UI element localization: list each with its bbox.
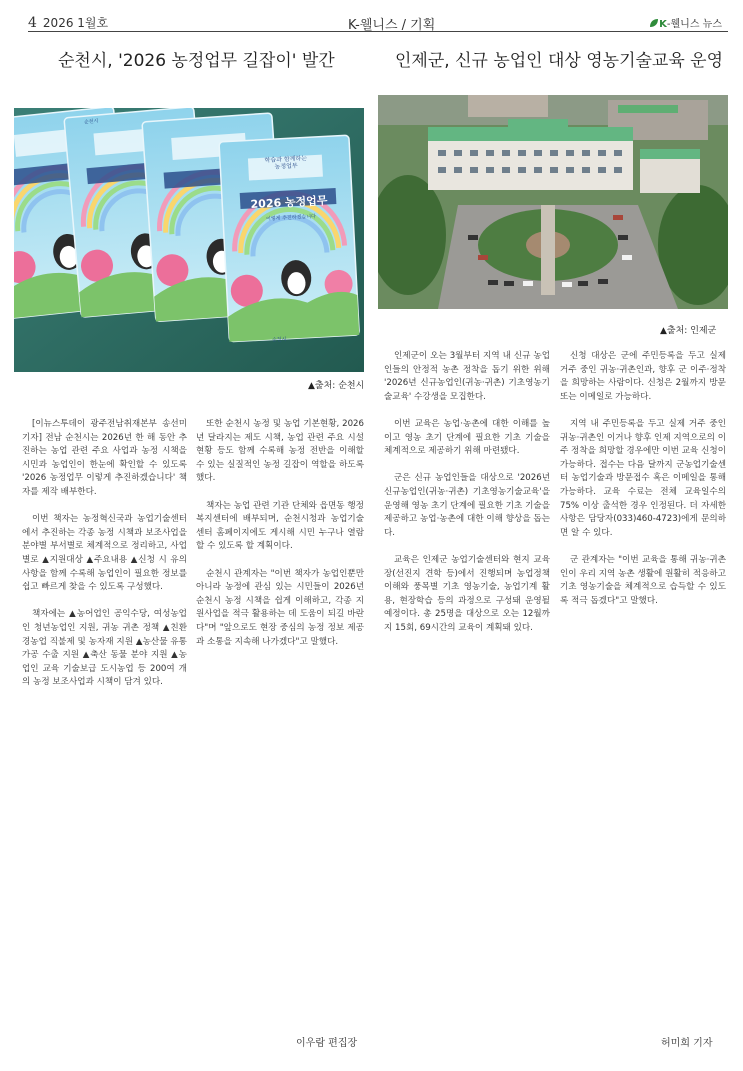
- brand-k: K: [659, 19, 667, 30]
- paragraph: 또한 순천시 농정 및 농업 기본현황, 2026년 달라지는 제도 시책, 농업 관련 주요 시설 현황 등도 함께 수록해 농정 전반을 이해할 수 있는 실질적인 농정 길잡이 역할을 하도록 했다.: [196, 419, 364, 484]
- byline-suncheon: 이우람 편집장: [296, 1038, 358, 1049]
- paragraph: 인제군이 오는 3월부터 지역 내 신규 농업인들의 안정적 농촌 정착을 돕기 위한 위해 '2026년 신규농업인(귀농·귀촌) 기초영농기술교육' 수강생을 모집한다.: [384, 351, 550, 402]
- booklet-cover-title: 2026 농정업무: [250, 193, 328, 212]
- byline-inje: 허미희 기자: [661, 1038, 713, 1049]
- paragraph: 군 관계자는 "이번 교육을 통해 귀농·귀촌인이 우리 지역 농촌 생활에 원활히 적응하고 기초 영농기술을 체계적으로 습득할 수 있도록 적극 돕겠다"고 말했다.: [560, 554, 726, 606]
- paragraph: 순천시 관계자는 "이번 책자가 농업인뿐만 아니라 농정에 관심 있는 시민들이 2026년 순천시 농정 시책을 쉽게 이해하고, 각종 지원사업을 적극 활용하는 데 도움이 되길 바란다"며 "앞으로도 현장 중심의 농정 정보 제공과 소통을 지속해 나가겠다"고 말했다.: [196, 568, 364, 647]
- photo-credit-suncheon: ▲출처: 순천시: [308, 381, 365, 391]
- paragraph: 지역 내 주민등록을 두고 실제 거주 중인 귀농·귀촌인 이거나 향후 인제 지역으로의 이주 정착을 희망할 경우에만 이번 교육 신청이 가능하다. 접수는 다음 달까지 군농업기술센터 농업기술과 방문접수 혹은 이메일을 통해 가능하다. 교육 수료는 전체 교육일수의 75% 이상 출석한 경우 인정된다. 더 자세한 사항은 담당자(033)460-4723)에게 문의하면 알 수 있다.: [560, 418, 726, 538]
- article-inje-col2: [560, 350, 726, 622]
- paragraph: 군은 신규 농업인들을 대상으로 '2026년 신규농업인(귀농·귀촌) 기초영농기술교육'을 운영해 영농 초기 단계에 필요한 기초 기술을 제공하고 농업·농촌에 대한 이해 향상을 돕는다.: [384, 473, 550, 538]
- issue-info: [28, 14, 108, 31]
- photo-credit-inje: ▲출처: 인제군: [660, 326, 717, 336]
- page-number: 4: [28, 15, 37, 31]
- article-inje-col1: [384, 350, 550, 649]
- masthead-logo: [649, 15, 722, 30]
- booklet-publisher-logo: 순천시: [83, 118, 99, 126]
- booklet-subtitle-line2: 농정업무: [274, 162, 298, 171]
- photo-booklets: [14, 108, 364, 372]
- booklet-cover-caption: 이렇게 추진하겠습니다: [265, 213, 317, 223]
- paragraph: 교육은 인제군 농업기술센터와 현지 교육장(선진지 견학 등)에서 진행되며 농업정책 이해와 풍목별 기초 영농기술, 농업기계 활용, 현장학습 등의 과정으로 구성돼 운영될 예정이다. 총 25명을 대상으로 오는 12월까지 15회, 69시간의 교육이 계획돼 있다.: [384, 554, 550, 633]
- header-rule: [28, 31, 728, 32]
- article-suncheon-col2: [196, 418, 364, 663]
- paragraph: 신청 대상은 군에 주민등록을 두고 실제 거주 중인 귀농·귀촌인과, 향후 군 이주·정착을 희망하는 사람이다. 신청은 2월까지 방문 또는 이메일로 가능하다.: [560, 351, 726, 402]
- booklet-cover-publisher: 순천시: [271, 336, 287, 344]
- page-header: [28, 12, 728, 32]
- booklet-subtitle-line1: 학습과 함께하는: [264, 154, 308, 165]
- article-suncheon-col1: [22, 418, 187, 703]
- brand-name: -웰니스 뉴스: [666, 19, 722, 30]
- issue-date: 2026 1월호: [42, 16, 109, 30]
- paragraph: 이번 교육은 농업·농촌에 대한 이해를 높이고 영농 초기 단계에 필요한 기초 기술을 체계적으로 제공하기 위해 마련됐다.: [384, 418, 550, 457]
- leaf-icon: [649, 19, 659, 30]
- paragraph: 책자에는 ▲농어업인 공익수당, 여성농업인 청년농업인 지원, 귀농 귀촌 정책 ▲친환경농업 직불제 및 농자재 지원 ▲농산물 유통 가공 수출 지원 ▲축산 동물 분야 지원 ▲농업인 교육 기술보급 도시농업 등 200여 개의 농정 보조사업과 시책이 담겨 있다.: [22, 609, 187, 688]
- photo-county-office: [378, 95, 728, 309]
- paragraph: 이번 책자는 농정혁신국과 농업기술센터에서 추진하는 각종 농정 시책과 보조사업을 분야별 부서별로 체계적으로 정리하고, 사업별로 ▲지원대상 ▲주요내용 ▲신청 시 유의사항을 함께 수록해 농업인이 필요한 정보를 쉽고 빠르게 찾을 수 있도록 구성했다.: [22, 514, 187, 593]
- headline-suncheon: 순천시, '2026 농정업무 길잡이' 발간: [58, 51, 335, 71]
- paragraph: 책자는 농업 관련 기관 단체와 읍면동 행정복지센터에 배부되며, 순천시청과 농업기술센터 홈페이지에도 게시해 시민 누구나 열람할 수 있도록 할 계획이다.: [196, 500, 364, 552]
- paragraph: [이뉴스투데이 광주전남취재본부 송선미 기자] 전남 순천시는 2026년 한 해 동안 추진하는 농업 관련 주요 사업과 농정 시책을 시민과 농업인이 한눈에 확인할 수 있도록 '2026 농정업무 이렇게 추진하겠습니다' 책자를 제작 배부한다.: [22, 419, 187, 497]
- section-name: K-웰니스 / 기획: [348, 18, 436, 33]
- headline-inje: 인제군, 신규 농업인 대상 영농기술교육 운영: [395, 51, 724, 71]
